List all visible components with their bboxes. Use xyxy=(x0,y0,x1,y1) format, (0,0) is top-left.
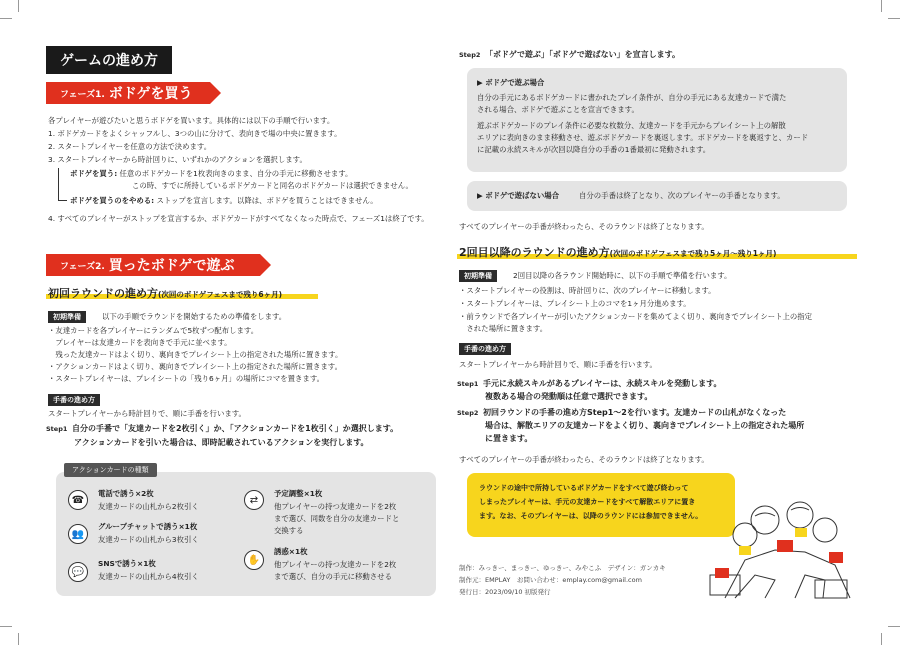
lure-icon: ✋ xyxy=(244,550,264,570)
phase1-end: 4. すべてのプレイヤーがストップを宣言するか、ボドゲカードがすべてなくなった時点で、フェーズ1は終了です。 xyxy=(48,214,429,223)
phase1-prefix: フェーズ1. xyxy=(60,89,105,100)
step1-line: 手元に永続スキルがあるプレイヤーは、永続スキルを発動します。 xyxy=(483,379,722,388)
action-box-title: アクションカードの種類 xyxy=(64,463,157,477)
crop-mark xyxy=(18,633,19,645)
turn-tag: 手番の進め方 xyxy=(48,394,100,406)
credit-line: 制作：みっきー、まっきー、ゆっきー、みやこふ デザイン：ガンカキ xyxy=(459,564,666,572)
phase1-line: 3. スタートプレイヤーから時計回りに、いずれかのアクションを選択します。 xyxy=(48,155,307,164)
play-line: される場合、ボドゲで遊ぶことを宣言できます。 xyxy=(477,105,639,114)
action-title: 誘惑×1枚 xyxy=(274,547,308,556)
crop-mark xyxy=(888,626,900,627)
crop-mark xyxy=(881,0,882,12)
step2-label: Step2 xyxy=(459,51,481,59)
turn-intro: スタートプレイヤーから時計回りで、順に手番を行います。 xyxy=(48,409,246,418)
step2-line: に置きます。 xyxy=(485,434,533,443)
buy-option xyxy=(70,168,352,180)
phase1-line: 1. ボドゲカードをよくシャッフルし、3つの山に分けて、表向きで場の中央に置きます。 xyxy=(48,129,342,138)
phone-icon: ☎ xyxy=(68,490,88,510)
phase2-prefix: フェーズ2. xyxy=(60,261,105,272)
turn-tag: 手番の進め方 xyxy=(459,343,511,355)
crop-mark xyxy=(0,18,12,19)
crop-mark xyxy=(18,0,19,12)
prep-line: 残った友達カードはよく切り、裏向きでプレイシート上の指定された場所に置きます。 xyxy=(48,350,343,359)
prep-intro: 以下の手順でラウンドを開始するための準備をします。 xyxy=(102,312,287,321)
group-icon: 👥 xyxy=(68,524,88,544)
illustration xyxy=(705,480,855,605)
later-round-title: 2回目以降のラウンドの進め方 xyxy=(459,246,610,259)
note-line: ます。なお、そのプレイヤーは、以降のラウンドには参加できません。 xyxy=(479,512,703,520)
chat-icon: 💬 xyxy=(68,562,88,582)
prep-line: ・スタートプレイヤーの役割は、時計回りに、次のプレイヤーに移動します。 xyxy=(459,286,716,295)
prep-intro: 2回目以降の各ラウンド開始時に、以下の手順で準備を行います。 xyxy=(513,271,732,280)
step1-line: アクションカードを引いた場合は、即時記載されているアクションを実行します。 xyxy=(74,438,369,447)
round-end: すべてのプレイヤーの手番が終わったら、そのラウンドは終了となります。 xyxy=(459,455,709,464)
action-desc: 友達カードの山札から4枚引く xyxy=(98,572,199,581)
action-desc: まで選び、自分の手元に移動させる xyxy=(274,572,392,581)
page-title: ゲームの進め方 xyxy=(46,46,172,74)
action-title: SNSで誘う×1枚 xyxy=(98,559,156,568)
step1-label: Step1 xyxy=(46,425,68,433)
action-desc: まで選び、同数を自分の友達カードと xyxy=(274,514,400,523)
prep-line: ・アクションカードはよく切り、裏向きでプレイシート上の指定された場所に置きます。 xyxy=(48,362,343,371)
stop-option xyxy=(70,195,378,207)
play-line: に記載の永続スキルが次回以降自分の手番の1番最初に発動されます。 xyxy=(477,145,711,154)
action-desc: 交換する xyxy=(274,526,304,535)
crop-mark xyxy=(0,626,12,627)
action-title: 電話で誘う×2枚 xyxy=(98,489,154,498)
phase1-title: ボドゲを買う xyxy=(108,86,193,102)
play-line: エリアに表向きのまま移動させ、遊ぶボドゲカードを裏返します。ボドゲカードを裏返すと、カード xyxy=(477,133,809,142)
stop-label: ボドゲを買うのをやめる: xyxy=(70,196,155,205)
phase1-line: 2. スタートプレイヤーを任意の方法で決めます。 xyxy=(48,142,212,151)
later-round-sub: (次回のボドゲフェスまで残り5ヶ月〜残り1ヶ月) xyxy=(609,249,777,258)
prep-line: プレイヤーは友達カードを表向きで手元に並べます。 xyxy=(48,338,232,347)
prep-line: ・スタートプレイヤーは、プレイシートの「残り6ヶ月」の場所にコマを置きます。 xyxy=(48,374,325,383)
action-title: 予定調整×1枚 xyxy=(274,489,323,498)
prep-line: ・スタートプレイヤーは、プレイシート上のコマを1ヶ月分進めます。 xyxy=(459,299,691,308)
action-desc: 他プレイヤーの持つ友達カードを2枚 xyxy=(274,560,397,569)
action-desc: 他プレイヤーの持つ友達カードを2枚 xyxy=(274,502,397,511)
step1-line: 複数ある場合の発動順は任意で選択できます。 xyxy=(485,392,653,401)
first-round-heading xyxy=(48,285,282,301)
round-end: すべてのプレイヤーの手番が終わったら、そのラウンドは終了となります。 xyxy=(459,222,709,231)
first-round-sub: (次回のボドゲフェスまで残り6ヶ月) xyxy=(158,290,283,299)
step2-text: 「ボドゲで遊ぶ」「ボドゲで遊ばない」を宣言します。 xyxy=(485,50,681,59)
step2-label: Step2 xyxy=(457,409,479,417)
crop-mark xyxy=(888,18,900,19)
action-title: グループチャットで誘う×1枚 xyxy=(98,522,198,531)
buy-text: 任意のボドゲカードを1枚表向きのまま、自分の手元に移動させます。 xyxy=(119,169,353,178)
note-line: しまったプレイヤーは、手元の友達カードをすべて解散エリアに置き xyxy=(479,498,696,506)
turn-intro: スタートプレイヤーから時計回りで、順に手番を行います。 xyxy=(459,360,657,369)
noplay-title: ▶ ボドゲで遊ばない場合 xyxy=(477,191,560,200)
phase1-line: 各プレイヤーが遊びたいと思うボドゲを買います。具体的には以下の手順で行います。 xyxy=(48,116,335,125)
stop-text: ストップを宣言します。以降は、ボドゲを買うことはできません。 xyxy=(156,196,378,205)
prep-line: ・友達カードを各プレイヤーにランダムで5枚ずつ配布します。 xyxy=(48,326,259,335)
prep-tag: 初期準備 xyxy=(459,270,497,282)
phase1-banner xyxy=(46,82,210,104)
later-round-heading xyxy=(459,244,776,260)
phase2-title: 買ったボドゲで遊ぶ xyxy=(108,258,235,274)
step1-line: 自分の手番で「友達カードを2枚引く」か、「アクションカードを1枚引く」か選択します。 xyxy=(72,424,399,433)
step1-label: Step1 xyxy=(457,380,479,388)
crop-mark xyxy=(881,633,882,645)
prep-line: された場所に置きます。 xyxy=(459,324,548,333)
first-round-title: 初回ラウンドの進め方 xyxy=(48,287,158,300)
option-bracket xyxy=(58,168,67,201)
step2-line: 場合は、解散エリアの友達カードをよく切り、裏向きでプレイシート上の指定された場所 xyxy=(485,421,805,430)
buy-note: この時、すでに所持しているボドゲカードと同名のボドゲカードは選択できません。 xyxy=(132,181,413,190)
play-title: ▶ ボドゲで遊ぶ場合 xyxy=(477,78,545,87)
buy-label: ボドゲを買う: xyxy=(70,169,118,178)
step2-line: 初回ラウンドの手番の進め方Step1〜2を行います。友達カードの山札がなくなった xyxy=(483,408,787,417)
prep-line: ・前ラウンドで各プレイヤーが引いたアクションカードを集めてよく切り、裏向きでプレイシート上の指定 xyxy=(459,312,813,321)
play-line: 遊ぶボドゲカードのプレイ条件に必要な枚数分、友達カードを手元からプレイシート上の解散 xyxy=(477,121,786,130)
credit-line: 制作元：EMPLAY お問い合わせ：emplay.com@gmail.com xyxy=(459,576,642,584)
prep-tag: 初期準備 xyxy=(48,311,86,323)
play-line: 自分の手元にあるボドゲカードに書かれたプレイ条件が、自分の手元にある友達カードで満た xyxy=(477,93,787,102)
swap-icon: ⇄ xyxy=(244,490,264,510)
action-desc: 友達カードの山札から2枚引く xyxy=(98,502,199,511)
action-desc: 友達カードの山札から3枚引く xyxy=(98,535,199,544)
credit-line: 発行日：2023/09/10 初版発行 xyxy=(459,588,551,596)
phase2-banner xyxy=(46,254,260,276)
note-line: ラウンドの途中で所持しているボドゲカードをすべて遊び終わって xyxy=(479,484,689,492)
noplay-text: 自分の手番は終了となり、次のプレイヤーの手番となります。 xyxy=(579,191,785,200)
